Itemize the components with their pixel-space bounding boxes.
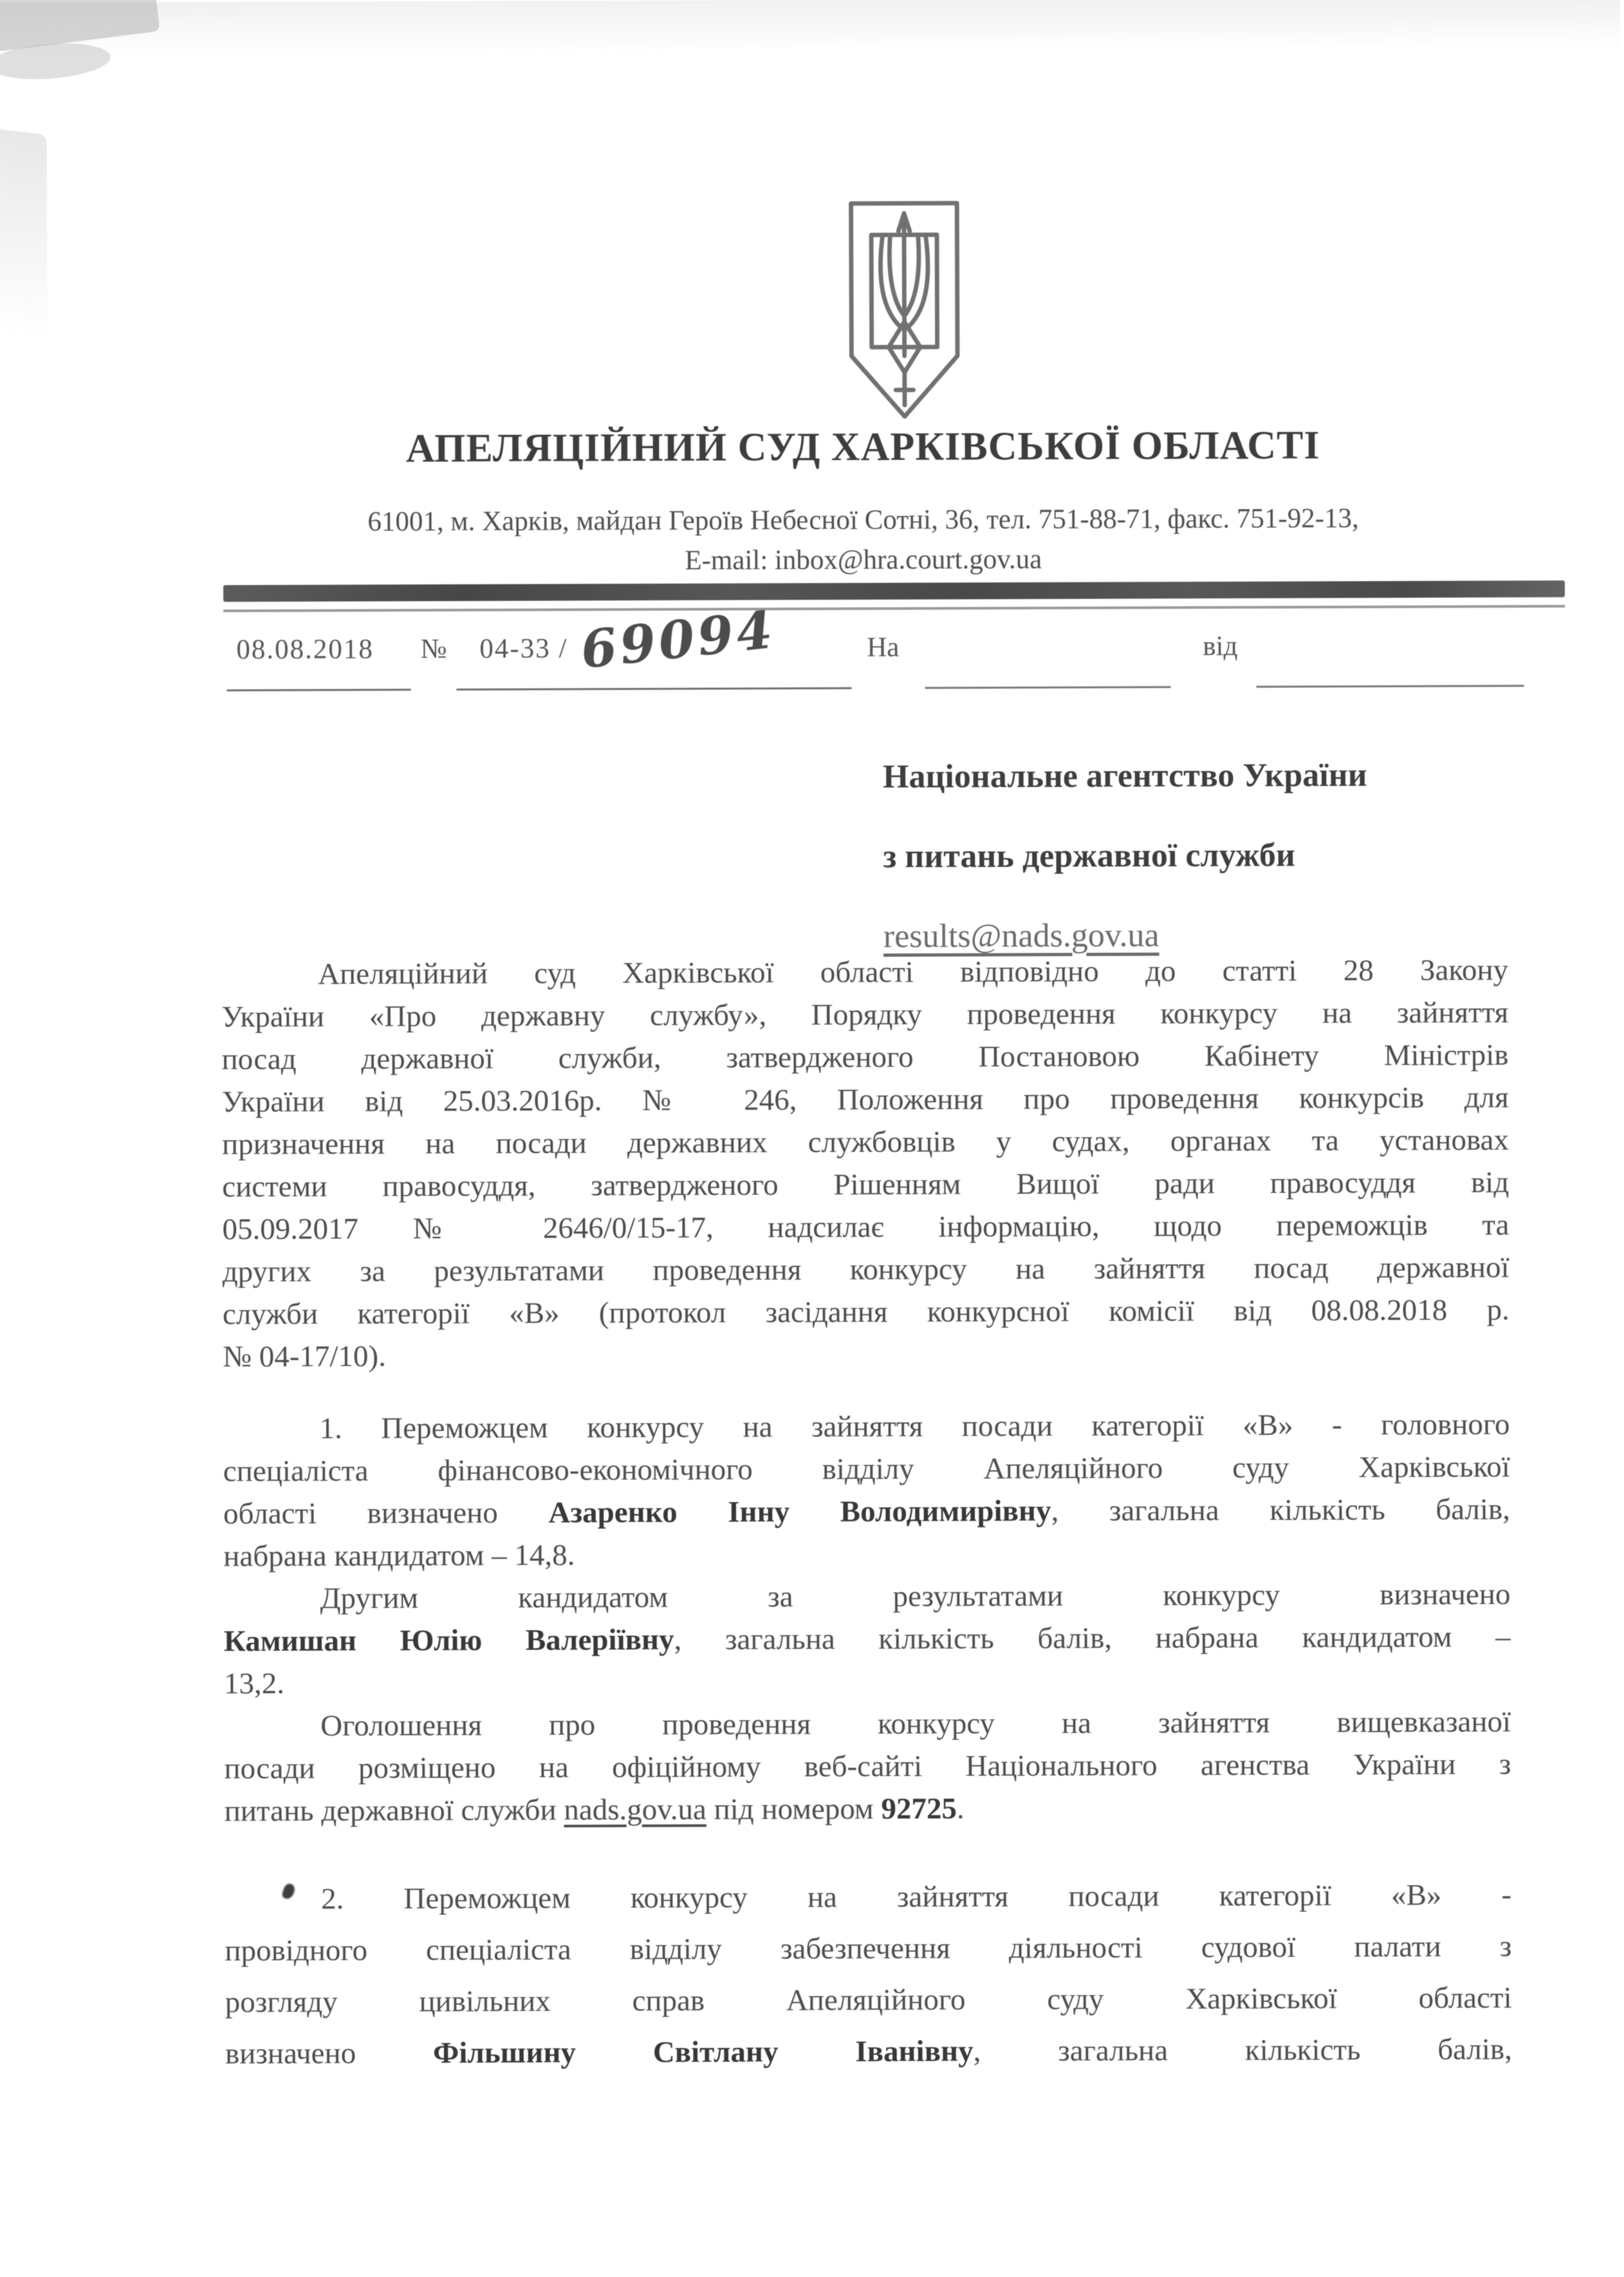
body-line bbox=[221, 991, 1508, 1038]
body-line bbox=[223, 1445, 1510, 1492]
text-segment: України від 25.03.2016р. № 246, Положення про проведення конкурсів для bbox=[221, 1081, 1509, 1119]
body-line bbox=[225, 1972, 1512, 2028]
header-separator-bar bbox=[223, 581, 1565, 602]
body-line bbox=[221, 949, 1508, 996]
text-segment: . bbox=[956, 1792, 964, 1826]
header-separator-thin-line bbox=[223, 605, 1565, 612]
body-line bbox=[224, 1743, 1511, 1790]
text-segment: других за результатами проведення конкурсу на зайняття посад державної bbox=[222, 1250, 1509, 1289]
text-segment: , загальна кількість балів, набрана кандидатом – bbox=[674, 1620, 1511, 1657]
paragraph bbox=[221, 949, 1509, 1378]
body-line bbox=[223, 1246, 1509, 1293]
body-line bbox=[223, 1488, 1510, 1535]
body-line bbox=[225, 1920, 1511, 1976]
recipient-email: results@nads.gov.ua bbox=[883, 917, 1159, 955]
body-paragraphs bbox=[221, 949, 1512, 2079]
text-segment: Апеляційний суд Харківської області відповідно до статті 28 Закону bbox=[318, 953, 1509, 991]
body-line bbox=[221, 1034, 1508, 1081]
text-segment: області визначено bbox=[223, 1496, 549, 1531]
letter-date: 08.08.2018 bbox=[236, 634, 374, 665]
body-line bbox=[225, 1869, 1511, 1925]
reference-row bbox=[0, 599, 1623, 711]
court-email-line: E-mail: inbox@hra.court.gov.ua bbox=[685, 544, 1042, 576]
body-line bbox=[223, 1331, 1509, 1378]
paragraph bbox=[223, 1573, 1511, 1705]
handwritten-outgoing-number: 69094 bbox=[578, 599, 779, 680]
vid-label: від bbox=[1203, 631, 1238, 662]
text-segment: , загальна кількість балів, bbox=[1051, 1492, 1511, 1528]
court-name-title: АПЕЛЯЦІЙНИЙ СУД ХАРКІВСЬКОЇ ОБЛАСТІ bbox=[405, 423, 1320, 471]
text-segment: 05.09.2017 № 2646/0/15-17, надсилає інформацію, щодо переможців та bbox=[222, 1208, 1509, 1247]
text-segment: розгляду цивільних справ Апеляційного суду Харківської області bbox=[225, 1981, 1512, 2020]
text-segment: Другим кандидатом за результатами конкурсу визначено bbox=[320, 1577, 1511, 1615]
body-line bbox=[224, 1658, 1511, 1705]
body-line bbox=[225, 2023, 1512, 2079]
ukraine-trident-emblem-icon bbox=[841, 196, 968, 425]
paragraph bbox=[224, 1700, 1511, 1832]
vid-blank-underline bbox=[1257, 685, 1524, 687]
paragraph bbox=[225, 1869, 1512, 2079]
text-segment: під номером bbox=[706, 1792, 881, 1826]
recipient-block bbox=[883, 735, 1488, 976]
date-underline bbox=[227, 689, 411, 691]
body-line bbox=[223, 1288, 1509, 1335]
na-blank-underline bbox=[925, 686, 1171, 689]
body-line bbox=[222, 1076, 1509, 1123]
scan-edge-smudge bbox=[0, 128, 48, 405]
emphasized-text: Азаренко Інну Володимирівну bbox=[548, 1494, 1051, 1530]
text-segment: питань державної служби bbox=[224, 1793, 564, 1828]
text-segment: системи правосуддя, затвердженого Рішенням Вищої ради правосуддя від bbox=[222, 1166, 1509, 1204]
text-segment: служби категорії «В» (протокол засідання конкурсної комісії від 08.08.2018 р. bbox=[222, 1293, 1510, 1332]
recipient-name-line1: Національне агентство України bbox=[882, 756, 1367, 795]
emphasized-text: Камишан Юлію Валеріївну bbox=[223, 1622, 674, 1659]
text-segment: 2. Переможцем конкурсу на зайняття посади категорії «В» - bbox=[321, 1878, 1512, 1916]
body-line bbox=[225, 1785, 1511, 1832]
body-line bbox=[224, 1700, 1511, 1747]
text-segment: набрана кандидатом – 14,8. bbox=[223, 1538, 575, 1574]
body-line bbox=[223, 1530, 1510, 1577]
court-address-line: 61001, м. Харків, майдан Героїв Небесної Сотні, 36, тел. 751-88-71, факс. 751-92-13, bbox=[367, 503, 1359, 537]
body-line bbox=[222, 1204, 1509, 1250]
na-label: На bbox=[867, 632, 900, 663]
recipient-name-line2: з питань державної служби bbox=[883, 837, 1296, 875]
text-segment: 13,2. bbox=[223, 1666, 285, 1701]
body-line bbox=[222, 1119, 1509, 1166]
body-line bbox=[224, 1615, 1511, 1662]
text-segment: 1. Переможцем конкурсу на зайняття посади категорії «В» - головного bbox=[319, 1408, 1510, 1445]
text-segment: спеціаліста фінансово-економічного відділу Апеляційного суду Харківської bbox=[223, 1450, 1510, 1489]
body-line bbox=[222, 1161, 1509, 1208]
text-segment: призначення на посади державних службовців у судах, органах та установах bbox=[221, 1123, 1509, 1162]
text-segment: України «Про державну службу», Порядку проведення конкурсу на зайняття bbox=[221, 996, 1509, 1034]
text-segment: посад державної служби, затвердженого Постановою Кабінету Міністрів bbox=[221, 1038, 1509, 1077]
emphasized-text: Фільшину Світлану Іванівну bbox=[432, 2034, 973, 2070]
outgoing-number-prefix: 04-33 / bbox=[479, 633, 568, 664]
emphasized-text: 92725 bbox=[881, 1792, 957, 1826]
text-segment: визначено bbox=[225, 2036, 434, 2071]
body-line bbox=[223, 1403, 1509, 1450]
text-segment: Оголошення про проведення конкурсу на зайняття вищевказаної bbox=[320, 1705, 1511, 1743]
scan-haze-artifact bbox=[0, 0, 1620, 54]
underlined-text: nads.gov.ua bbox=[564, 1792, 706, 1827]
text-segment: № 04-17/10). bbox=[223, 1339, 386, 1374]
paragraph bbox=[223, 1403, 1510, 1577]
number-underline bbox=[457, 687, 852, 691]
body-line bbox=[223, 1573, 1510, 1620]
text-segment: посади розміщено на офіційному веб-сайті Національного агенства України з bbox=[224, 1747, 1511, 1786]
text-segment: провідного спеціаліста відділу забезпечення діяльності судової палати з bbox=[225, 1929, 1512, 1968]
text-segment: , загальна кількість балів, bbox=[973, 2032, 1513, 2068]
number-sign: № bbox=[420, 633, 447, 665]
